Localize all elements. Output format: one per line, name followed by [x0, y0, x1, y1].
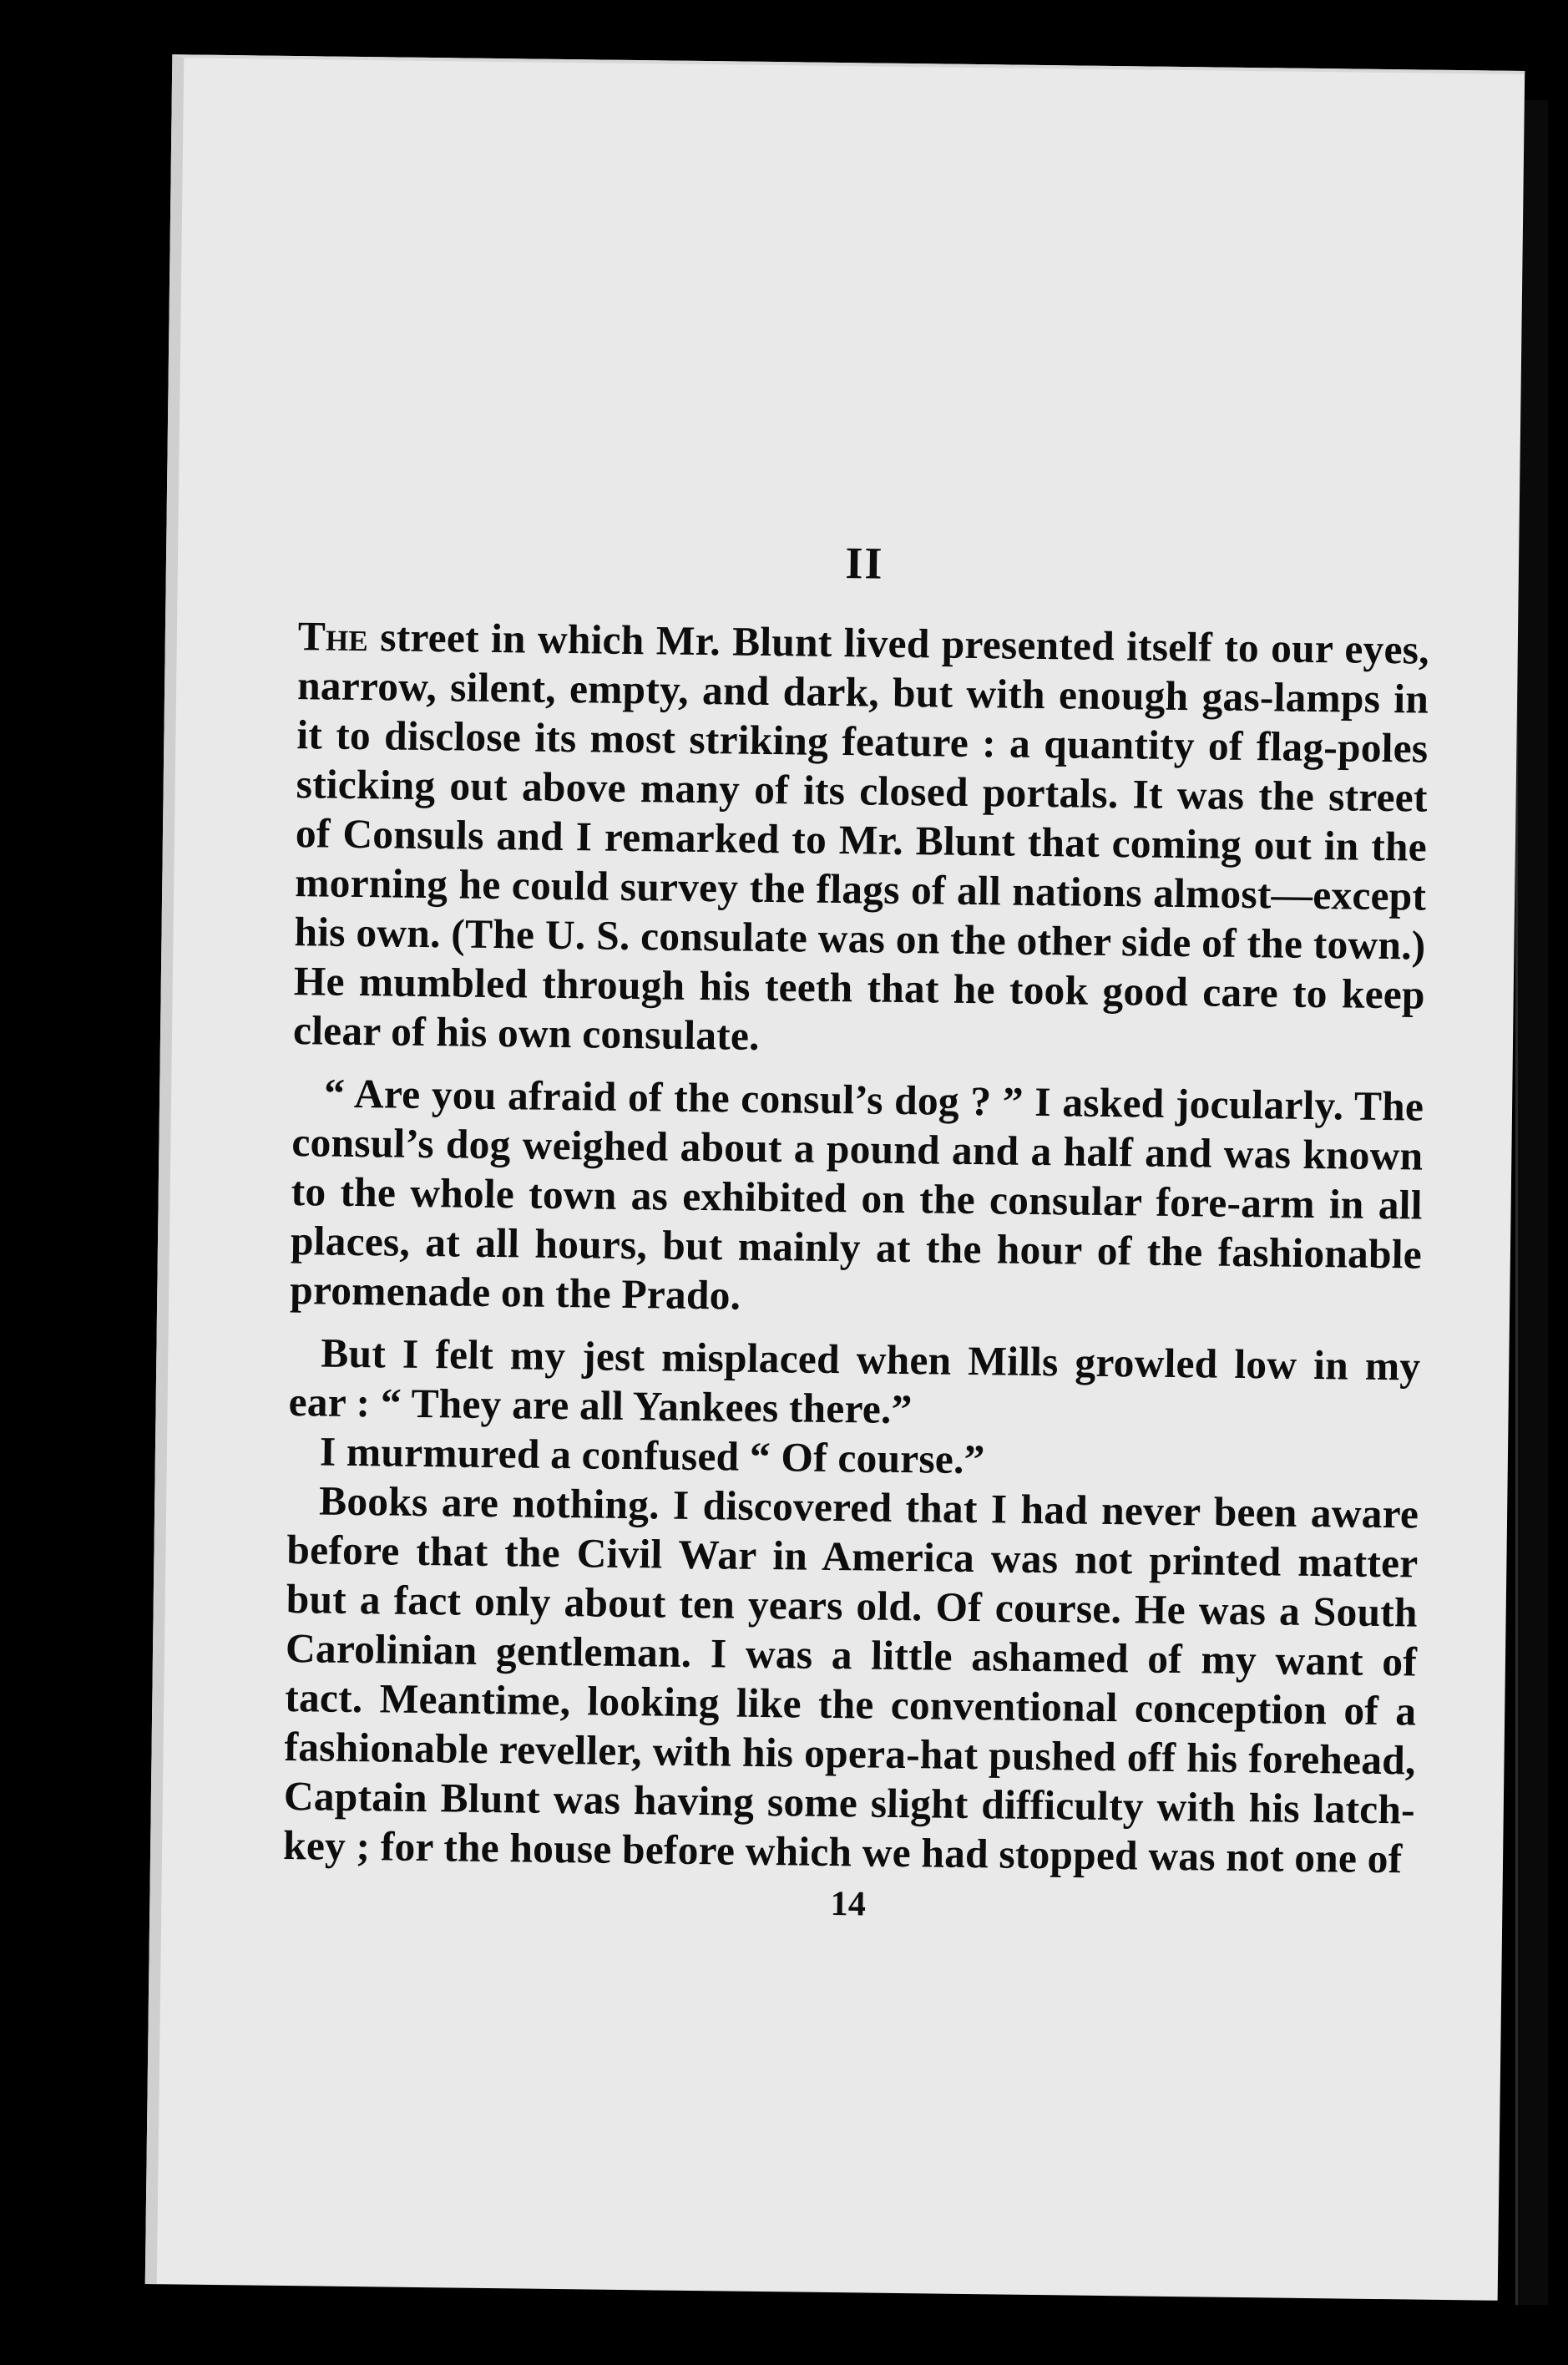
paragraph-1 — [293, 611, 1429, 1069]
paragraph-lead-word: The — [297, 613, 369, 661]
chapter-heading: II — [845, 538, 884, 589]
page-text-block — [282, 531, 1430, 1932]
paragraph-4: I murmured a confused “ Of course.” — [319, 1428, 985, 1483]
book-page — [145, 54, 1525, 2301]
paragraph-3: But I felt my jest misplaced when Mills growled low in my ear : “ They are all Yankees there.” — [288, 1329, 1421, 1433]
paragraph-2: “ Are you afraid of the consul’s dog ? ” I asked jocularly. The consul’s dog weighed about a pound and a half and was known to the whole town as exhibited on the consular fore-arm in all places, at all hours, but mainly at the hour of the fashionable promenade on the Prado. — [289, 1070, 1424, 1319]
paragraph-5: Books are nothing. I discovered that I had never been aware before that the Civil War in America was not printed matter but a fact only about ten years old. Of course. He was a South Carolinian gentleman. I was a little ashamed of my want of tact. Meantime, looking like the conventional conception of a fashionable reveller, with his opera-hat pushed off his forehead, Captain Blunt was having some slight difficulty with his latch-key ; for the house before which we had stopped was not one of — [282, 1477, 1419, 1882]
page-number: 14 — [830, 1885, 867, 1924]
paragraph-text: street in which Mr. Blunt lived presented itself to our eyes, narrow, silent, empty, and dark, but with enough gas-lamps in it to disclose its most striking feature : a quantity of flag-poles sticking out above many of its closed portals. It was the street of Consuls and I remarked to Mr. Blunt that coming out in the morning he could survey the flags of all nations almost—except his own. (The U. S. consulate was on the other side of the town.) He mumbled through his teeth that he took good care to keep clear of his own consulate. — [292, 614, 1430, 1059]
